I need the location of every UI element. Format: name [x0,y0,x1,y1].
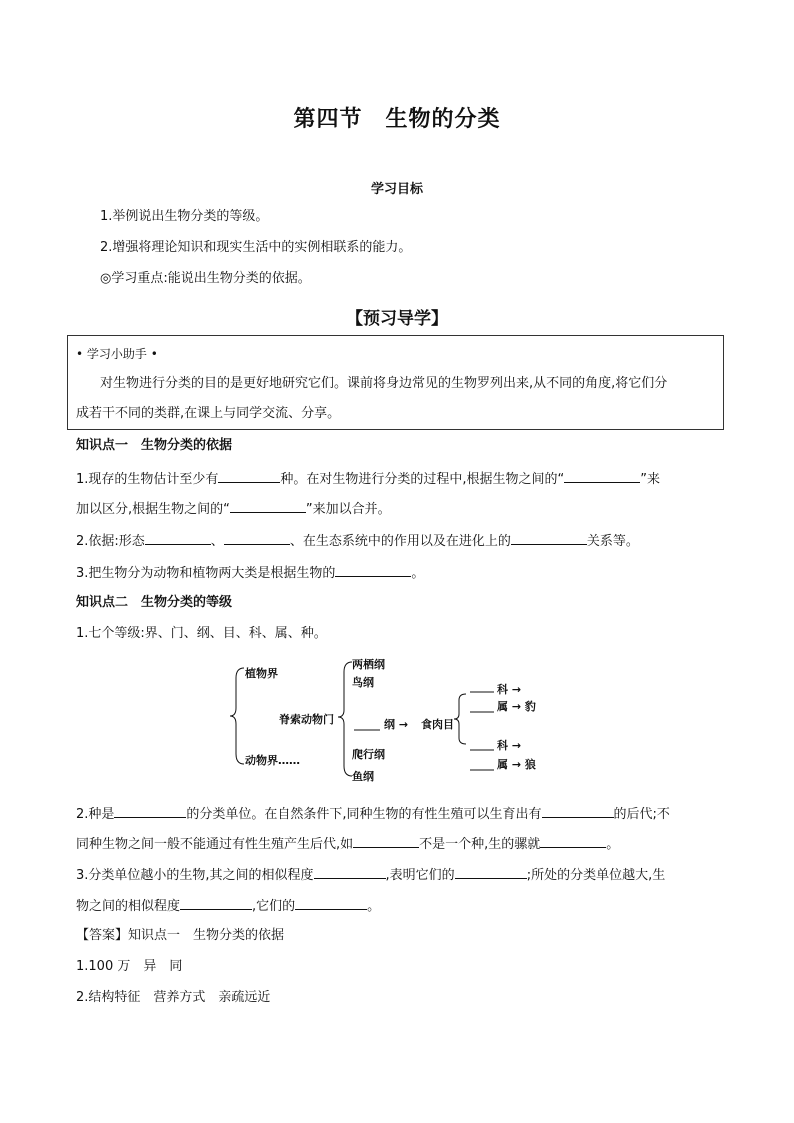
diag-genus-wolf: 属 → 狼 [497,758,536,771]
brace-class [338,662,352,776]
kp2-question-2-cont: 同种生物之间一般不能通过有性生殖产生后代,如 不是一个种,生的骡就 。 [76,833,619,854]
kp2-question-3: 3.分类单位越小的生物,其之间的相似程度 ,表明它们的 ;所处的分类单位越大,生 [76,864,665,885]
answers-heading: 【答案】知识点一 生物分类的依据 [76,928,285,943]
diag-animal-kingdom: 动物界…… [245,754,300,767]
brace-kingdom [230,668,244,764]
objective-2: 2.增强将理论知识和现实生活中的实例相联系的能力。 [100,240,412,255]
kp2-question-3-cont: 物之间的相似程度 ,它们的 。 [76,895,380,916]
diag-aves: 鸟纲 [352,676,374,689]
diag-amphibia: 两栖纲 [352,658,385,671]
kp2-heading: 知识点二 生物分类的等级 [76,595,233,610]
answer-blank[interactable] [180,895,252,910]
kp2-question-1: 1.七个等级:界、门、纲、目、科、属、种。 [76,626,327,641]
answer-blank[interactable] [540,833,606,848]
answer-blank[interactable] [114,803,186,818]
kp1-heading: 知识点一 生物分类的依据 [76,438,233,453]
helper-text-1: 对生物进行分类的目的是更好地研究它们。课前将身边常见的生物罗列出来,从不同的角度,将它们分 [100,376,668,391]
diag-class: 纲 → [384,718,409,731]
kp1-question-2: 2.依据:形态 、 、在生态系统中的作用以及在进化上的 关系等。 [76,530,639,551]
helper-text-2: 成若干不同的类群,在课上与同学交流、分享。 [76,406,341,421]
preview-heading: 【预习导学】 [346,309,448,329]
answer-blank[interactable] [295,895,367,910]
kp2-question-2: 2.种是 的分类单位。在自然条件下,同种生物的有性生殖可以生育出有 的后代;不 [76,803,670,824]
kp1-question-3: 3.把生物分为动物和植物两大类是根据生物的 。 [76,562,424,583]
objectives-heading: 学习目标 [370,182,423,197]
kp1-question-1-cont: 加以区分,根据生物之间的“ ”来加以合并。 [76,498,391,519]
answer-blank[interactable] [314,864,386,879]
objective-1: 1.举例说出生物分类的等级。 [100,209,269,224]
kp1-question-1: 1.现存的生物估计至少有 种。在对生物进行分类的过程中,根据生物之间的“ ”来 [76,468,660,489]
answer-blank[interactable] [542,803,614,818]
objective-focus: ◎学习重点:能说出生物分类的依据。 [100,271,311,286]
diag-reptilia: 爬行纲 [352,748,385,761]
diag-order: 食肉目 [421,718,454,731]
diag-family-2: 科 → [497,739,522,752]
diag-chordata: 脊索动物门 [279,713,334,726]
answer-1: 1.100 万 异 同 [76,959,183,974]
diag-family-1: 科 → [497,683,522,696]
diag-plant-kingdom: 植物界 [245,667,278,680]
answer-blank[interactable] [455,864,527,879]
page-title: 第四节 生物的分类 [293,107,501,132]
answer-2: 2.结构特征 营养方式 亲疏远近 [76,990,271,1005]
brace-family [454,694,466,744]
diag-genus-leopard: 属 → 豹 [497,700,536,713]
diag-pisces: 鱼纲 [352,770,374,783]
helper-label: • 学习小助手 • [76,347,158,361]
answer-blank[interactable] [353,833,419,848]
